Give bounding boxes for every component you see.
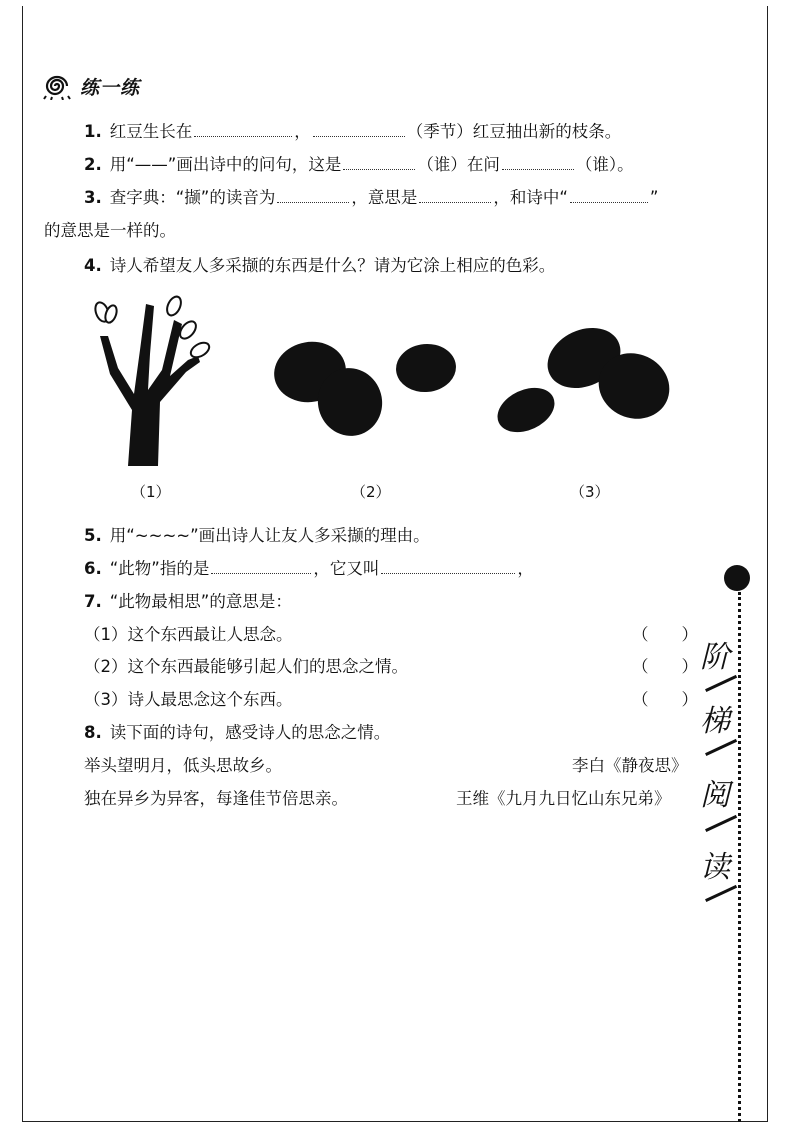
poem-source: 王维《九月九日忆山东兄弟》 bbox=[456, 789, 671, 808]
figure-label-2: （2） bbox=[351, 483, 391, 501]
question-text: （谁）在问 bbox=[417, 155, 500, 174]
answer-blank[interactable] bbox=[419, 188, 491, 203]
figure-label-1: （1） bbox=[131, 483, 171, 501]
answer-blank[interactable] bbox=[570, 188, 648, 203]
question-4 bbox=[84, 252, 555, 276]
answer-blank[interactable] bbox=[313, 122, 405, 137]
section-title: 练一练 bbox=[80, 76, 141, 99]
question-text: 诗人希望友人多采撷的东西是什么？请为它涂上相应的色彩。 bbox=[109, 256, 556, 275]
question-text: 红豆生长在 bbox=[109, 122, 193, 141]
question-number: 4. bbox=[84, 256, 102, 275]
spiral-icon bbox=[40, 72, 74, 100]
question-text: 读下面的诗句，感受诗人的思念之情。 bbox=[109, 723, 391, 742]
question-6 bbox=[84, 555, 534, 579]
question-text: ，它又叫 bbox=[313, 559, 380, 578]
question-text: 用“~~~~”画出诗人让友人多采撷的理由。 bbox=[109, 526, 430, 545]
side-dot bbox=[724, 565, 750, 591]
question-3 bbox=[84, 184, 658, 208]
question-7 bbox=[84, 588, 292, 612]
question-number: 2. bbox=[84, 155, 102, 174]
question-text: ” bbox=[649, 188, 659, 207]
option-text: （1）这个东西最让人思念。 bbox=[84, 625, 293, 644]
section-header bbox=[40, 72, 140, 100]
question-text: （谁）。 bbox=[575, 155, 634, 174]
side-char: 读 bbox=[700, 850, 730, 885]
side-dotted-line bbox=[738, 592, 741, 1122]
answer-parenthesis[interactable]: （ ） bbox=[632, 657, 698, 676]
figure-label-3: （3） bbox=[570, 483, 610, 501]
answer-blank[interactable] bbox=[211, 559, 311, 574]
red-beans-figure-3[interactable] bbox=[488, 322, 698, 442]
answer-blank[interactable] bbox=[343, 155, 415, 170]
question-number: 1. bbox=[84, 122, 102, 141]
question-text: （季节）红豆抽出新的枝条。 bbox=[406, 122, 622, 141]
question-text: ， bbox=[294, 122, 311, 141]
answer-blank[interactable] bbox=[277, 188, 349, 203]
question-text: ， bbox=[517, 559, 534, 578]
question-text: ，和诗中“ bbox=[493, 188, 568, 207]
question-number: 7. bbox=[84, 592, 102, 611]
option-text: （3）诗人最思念这个东西。 bbox=[84, 690, 293, 709]
question-text: ，意思是 bbox=[351, 188, 418, 207]
answer-blank[interactable] bbox=[502, 155, 574, 170]
answer-parenthesis[interactable]: （ ） bbox=[632, 690, 698, 709]
answer-blank[interactable] bbox=[381, 559, 515, 574]
question-text: “此物”指的是 bbox=[109, 559, 210, 578]
option-text: （2）这个东西最能够引起人们的思念之情。 bbox=[84, 657, 408, 676]
question-2 bbox=[84, 151, 634, 175]
question-text: “此物最相思”的意思是： bbox=[109, 592, 292, 611]
question-number: 8. bbox=[84, 723, 102, 742]
question-text: 查字典：“撷”的读音为 bbox=[109, 188, 276, 207]
side-char: 阶 bbox=[700, 640, 730, 675]
question-number: 6. bbox=[84, 559, 102, 578]
question-3-continuation: 的意思是一样的。 bbox=[44, 221, 176, 240]
answer-blank[interactable] bbox=[194, 122, 292, 137]
question-5 bbox=[84, 522, 430, 546]
answer-parenthesis[interactable]: （ ） bbox=[632, 625, 698, 644]
side-char: 阅 bbox=[700, 778, 730, 813]
question-number: 3. bbox=[84, 188, 102, 207]
poem-line: 举头望明月，低头思故乡。 bbox=[84, 756, 282, 775]
side-char: 梯 bbox=[700, 704, 730, 739]
question-number: 5. bbox=[84, 526, 102, 545]
poem-line: 独在异乡为异客，每逢佳节倍思亲。 bbox=[84, 789, 348, 808]
question-1 bbox=[84, 118, 621, 142]
question-text: 用“——”画出诗中的问句，这是 bbox=[109, 155, 342, 174]
red-beans-figure-2[interactable] bbox=[270, 336, 470, 448]
question-8 bbox=[84, 719, 390, 743]
poem-source: 李白《静夜思》 bbox=[572, 756, 688, 775]
tree-branch-figure[interactable] bbox=[88, 290, 218, 470]
